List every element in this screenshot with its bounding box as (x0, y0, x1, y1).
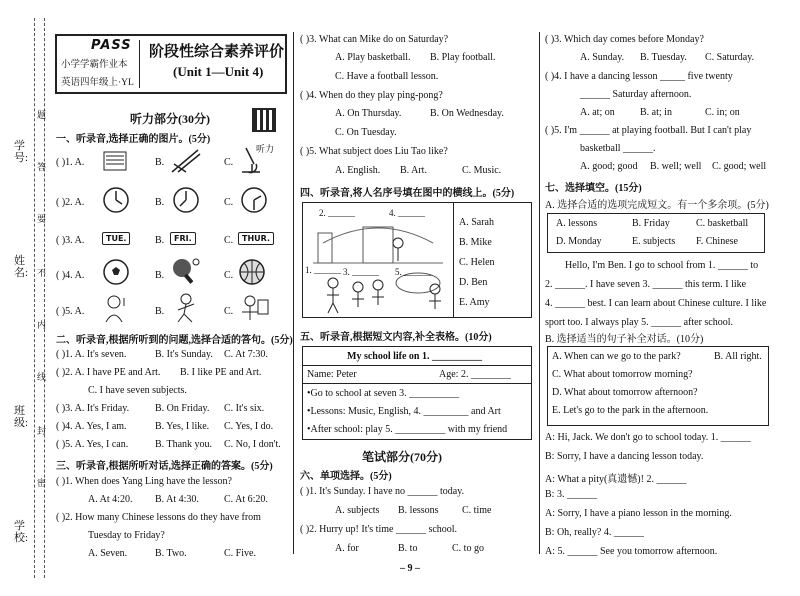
football-icon (102, 258, 130, 286)
s2-line: B. Thank you. (155, 439, 213, 450)
name-option: A. Sarah (459, 217, 494, 228)
seal-char: 答 (37, 162, 47, 172)
s6-q4-opt: C. in; on (705, 107, 740, 118)
s3-q1-opt: A. At 4:20. (88, 494, 133, 505)
dialogue-line: B: Sorry, I have a dancing lesson today. (545, 451, 704, 462)
dialogue-line: A: 5. ______ See you tomorrow afternoon. (545, 546, 718, 557)
s1-c: C. (224, 270, 234, 281)
park-picture-frame (302, 202, 532, 318)
section-1-title: 一、听录音,选择正确的图片。(5分) (56, 134, 211, 145)
qr-label: 听力 (256, 144, 275, 154)
pass-logo: PASS (91, 38, 132, 53)
table-name: Name: Peter (307, 369, 357, 380)
name-label: 姓名: (14, 255, 29, 279)
s3-q3-opt: C. Have a football lesson. (335, 71, 439, 82)
student-id-label: 学号: (14, 140, 29, 164)
blank-3: 3. ______ (343, 267, 379, 277)
clock-icon (240, 186, 268, 214)
picture-divider (453, 203, 454, 317)
blank-2: 2. ______ (319, 208, 355, 218)
passage-line: 4. ______ best. I can learn about Chinese culture. I like (545, 298, 767, 309)
s6-q5-opt: C. good; well (712, 161, 767, 172)
s1-b: B. (155, 270, 165, 281)
table-row: •Go to school at seven 3. __________ (307, 388, 460, 399)
s6-q3-opt: A. Sunday. (580, 52, 625, 63)
s3-q3-opt: A. Play basketball. (335, 52, 411, 63)
sentence-option: C. What about tomorrow morning? (552, 369, 693, 380)
s2-line: C. At 7:30. (224, 349, 268, 360)
s3-q5: ( )5. What subject does Liu Tao like? (300, 146, 448, 157)
s2-line: C. Yes, I do. (224, 421, 274, 432)
section-5-title: 五、听录音,根据短文内容,补全表格。(10分) (300, 332, 492, 343)
s3-q2-cont: Tuesday to Friday? (88, 530, 165, 541)
s3-q1: ( )1. When does Yang Ling have the lesson? (56, 476, 232, 487)
margin-dashed-line-outer (34, 18, 35, 578)
park-scene-illustration (303, 203, 453, 317)
section-3-title: 三、听录音,根据所听对话,选择正确的答案。(5分) (56, 461, 273, 472)
s2-line: B. Yes, I like. (155, 421, 210, 432)
s6-q5-cont: basketball ______. (580, 143, 656, 154)
calendar-tue-icon: TUE. (102, 232, 130, 245)
word-option: B. Friday (632, 218, 670, 229)
s3-q3-opt: B. Play football. (430, 52, 496, 63)
section-7-title: 七、选择填空。(15分) (545, 183, 642, 194)
s3-q4-opt: B. On Wednesday. (430, 108, 504, 119)
s6-q2: ( )2. Hurry up! It's time ______ school. (300, 524, 458, 535)
ping-pong-paddle-icon (170, 256, 202, 286)
sentence-option: D. What about tomorrow afternoon? (552, 387, 698, 398)
word-option: F. Chinese (696, 236, 738, 247)
s1-num: ( )2. A. (56, 197, 85, 208)
s1-num: ( )4. A. (56, 270, 85, 281)
s2-line: ( )2. A. I have PE and Art. (56, 367, 161, 378)
s2-line: B. I like PE and Art. (180, 367, 262, 378)
edition: 英语四年级上·YL (61, 78, 134, 88)
word-option: D. Monday (556, 236, 602, 247)
sentence-option: A. When can we go to the park? (552, 351, 681, 362)
sentence-bank-box (547, 346, 769, 426)
school-life-table (302, 346, 532, 440)
s2-line: C. No, I don't. (224, 439, 281, 450)
s1-b: B. (155, 306, 165, 317)
s2-line: ( )4. A. Yes, I am. (56, 421, 127, 432)
section-7b-title: B. 选择适当的句子补全对话。(10分) (545, 334, 704, 345)
s6-q4-opt: A. at; on (580, 107, 615, 118)
microscope-icon (238, 144, 264, 176)
s1-c: C. (224, 157, 234, 168)
art-brushes-icon (168, 144, 204, 176)
s6-q2-opt: C. to go (452, 543, 484, 554)
s3-q2-opt: B. Two. (155, 548, 187, 559)
section-2-title: 二、听录音,根据所听到的问题,选择合适的答句。(5分) (56, 335, 293, 346)
s3-q5-opt: A. English. (335, 165, 381, 176)
s1-num: ( )5. A. (56, 306, 85, 317)
table-title: My school life on 1. __________ (347, 351, 482, 362)
musical-instrument-icon (100, 146, 130, 176)
column-divider-1 (293, 32, 294, 554)
s6-q5: ( )5. I'm ______ at playing football. But I can't play (545, 125, 752, 136)
s3-q1-opt: B. At 4:30. (155, 494, 199, 505)
s6-q5-opt: B. well; well (650, 161, 702, 172)
boy-running-icon (170, 292, 202, 324)
header-box (55, 34, 287, 94)
margin-dashed-line-inner (44, 18, 45, 578)
class-label: 班级: (14, 405, 29, 429)
s3-q3: ( )3. What can Mike do on Saturday? (300, 34, 449, 45)
sentence-option: B. All right. (714, 351, 762, 362)
header-divider (139, 40, 140, 88)
name-option: D. Ben (459, 277, 488, 288)
dialogue-line: A: Sorry, I have a piano lesson in the morning. (545, 508, 732, 519)
table-row: •Lessons: Music, English, 4. _________ and Art (307, 406, 501, 417)
s6-q1-opt: A. subjects (335, 505, 380, 516)
s3-q5-opt: B. Art. (400, 165, 427, 176)
passage-line: 2. ______. I have seven 3. ______ this term. I like (545, 279, 747, 290)
word-option: A. lessons (556, 218, 598, 229)
s1-num: ( )1. A. (56, 157, 85, 168)
calendar-thur-icon: THUR. (238, 232, 274, 245)
s3-q4-opt: A. On Thursday. (335, 108, 402, 119)
listening-title: 听力部分(30分) (130, 112, 210, 126)
name-option: C. Helen (459, 257, 495, 268)
dialogue-line: B: 3. ______ (545, 489, 597, 500)
table-row: •After school: play 5. __________ with my friend (307, 424, 508, 435)
s6-q3-opt: C. Saturday. (705, 52, 755, 63)
s6-q1: ( )1. It's Sunday. I have no ______ today. (300, 486, 465, 497)
section-4-title: 四、听录音,将人名序号填在图中的横线上。(5分) (300, 188, 515, 199)
table-rule (303, 383, 531, 384)
s6-q3-opt: B. Tuesday. (640, 52, 687, 63)
girl-singing-icon (100, 292, 132, 324)
dialogue-line: B: Oh, really? 4. ______ (545, 527, 644, 538)
name-option: B. Mike (459, 237, 492, 248)
s1-c: C. (224, 197, 234, 208)
school-label: 学校: (14, 520, 29, 544)
s3-q4: ( )4. When do they play ping-pong? (300, 90, 443, 101)
s1-b: B. (155, 197, 165, 208)
boy-painting-icon (238, 292, 270, 324)
s1-c: C. (224, 235, 234, 246)
section-7a-title: A. 选择合适的选项完成短文。有一个多余项。(5分) (545, 200, 769, 211)
dialogue-line: A: What a pity(真遗憾)! 2. ______ (545, 474, 687, 485)
blank-1: 1. ______ (305, 265, 341, 275)
page-number: – 9 – (400, 563, 420, 574)
s3-q4-opt: C. On Tuesday. (335, 127, 397, 138)
word-option: C. basketball (696, 218, 749, 229)
s1-c: C. (224, 306, 234, 317)
series-name: 小学学霸作业本 (61, 60, 128, 70)
s6-q2-opt: A. for (335, 543, 359, 554)
s1-num: ( )3. A. (56, 235, 85, 246)
s3-q2: ( )2. How many Chinese lessons do they have from (56, 512, 261, 523)
s6-q3: ( )3. Which day comes before Monday? (545, 34, 704, 45)
clock-icon (172, 186, 200, 214)
blank-5: 5. ______ (395, 267, 431, 277)
s2-line: ( )3. A. It's Friday. (56, 403, 130, 414)
s6-q1-opt: C. time (462, 505, 492, 516)
seal-char: 要 (37, 214, 47, 224)
section-6-title: 六、单项选择。(5分) (300, 471, 392, 482)
clock-icon (102, 186, 130, 214)
word-bank-box (547, 213, 765, 253)
s6-q2-opt: B. to (398, 543, 418, 554)
column-divider-2 (539, 32, 540, 554)
qr-code (252, 108, 276, 132)
s6-q4-opt: B. at; in (640, 107, 672, 118)
seal-char: 题 (37, 110, 47, 120)
s2-line: ( )1. A. It's seven. (56, 349, 127, 360)
passage-line: sport too. I always play 5. ______ after school. (545, 317, 734, 328)
table-rule (303, 365, 531, 366)
units-subtitle: (Unit 1—Unit 4) (173, 64, 264, 79)
page-title: 阶段性综合素养评价 (149, 44, 285, 60)
s3-q2-opt: C. Five. (224, 548, 256, 559)
s1-b: B. (155, 235, 165, 246)
passage-line: Hello, I'm Ben. I go to school from 1. ______ to (565, 260, 759, 271)
seal-char: 封 (37, 426, 47, 436)
s3-q1-opt: C. At 6:20. (224, 494, 268, 505)
seal-char: 不 (37, 268, 47, 278)
s3-q5-opt: C. Music. (462, 165, 502, 176)
dialogue-line: A: Hi, Jack. We don't go to school today. 1. ______ (545, 432, 751, 443)
seal-char: 密 (37, 478, 47, 488)
s6-q1-opt: B. lessons (398, 505, 439, 516)
name-option: E. Amy (459, 297, 490, 308)
s2-line: B. It's Sunday. (155, 349, 213, 360)
s2-line: C. It's six. (224, 403, 265, 414)
word-option: E. subjects (632, 236, 676, 247)
s6-q4: ( )4. I have a dancing lesson _____ five twenty (545, 71, 733, 82)
s2-line: C. I have seven subjects. (88, 385, 187, 396)
s6-q4-cont: ______ Saturday afternoon. (580, 89, 692, 100)
blank-4: 4. ______ (389, 208, 425, 218)
calendar-fri-icon: FRI. (170, 232, 196, 245)
written-title: 笔试部分(70分) (362, 450, 442, 464)
seal-char: 线 (37, 372, 47, 382)
sentence-option: E. Let's go to the park in the afternoon. (552, 405, 709, 416)
s2-line: B. On Friday. (155, 403, 210, 414)
seal-char: 内 (37, 320, 47, 330)
basketball-icon (238, 258, 266, 286)
s3-q2-opt: A. Seven. (88, 548, 128, 559)
table-age: Age: 2. ________ (439, 369, 511, 380)
s2-line: ( )5. A. Yes, I can. (56, 439, 129, 450)
s1-b: B. (155, 157, 165, 168)
s6-q5-opt: A. good; good (580, 161, 638, 172)
